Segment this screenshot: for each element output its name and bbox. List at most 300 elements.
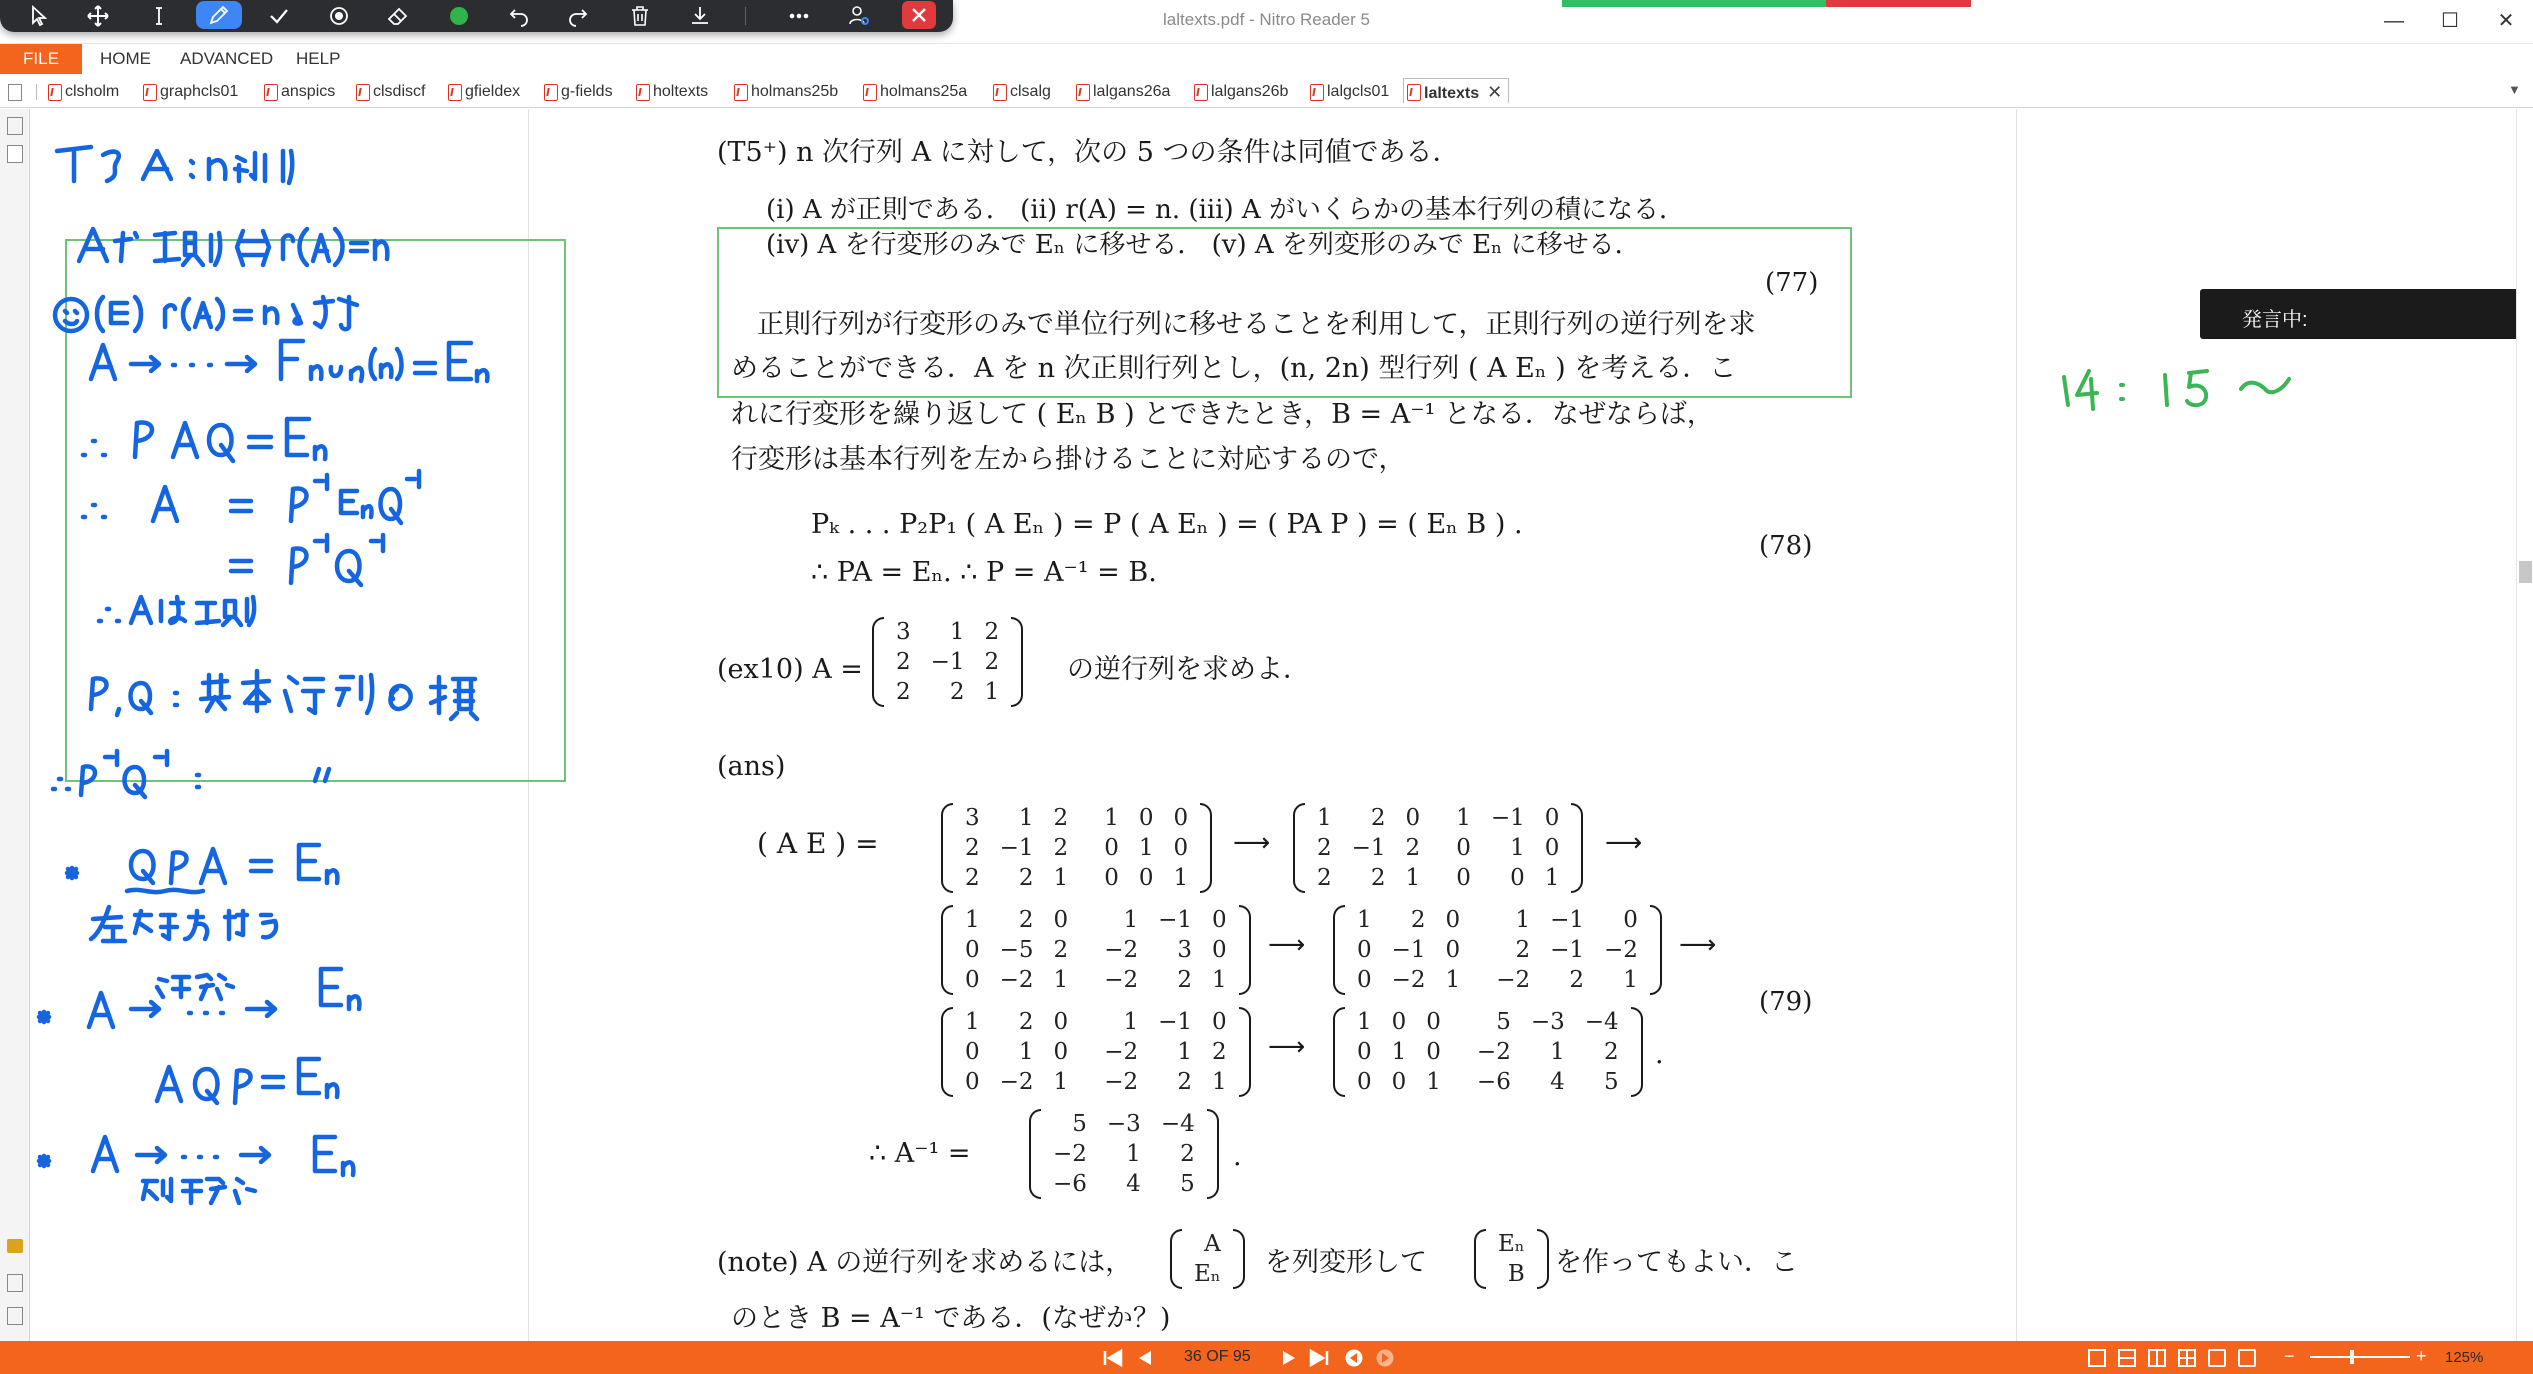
matrix-cell: 2	[984, 619, 1000, 645]
matrix-cell: 1	[1053, 1069, 1069, 1095]
matrix-cell: 0	[1391, 1009, 1407, 1035]
matrix-cell: 3	[896, 619, 911, 645]
zoom-slider-thumb[interactable]	[2350, 1350, 2354, 1364]
tab-document[interactable]	[541, 79, 613, 105]
matrix-row	[1307, 863, 1569, 893]
window-title: laltexts.pdf - Nitro Reader 5	[1163, 10, 1370, 29]
matrix-cell: 1	[1357, 907, 1372, 933]
right-paren	[1207, 1109, 1219, 1199]
scrollbar-thumb[interactable]	[2519, 561, 2532, 583]
tab-label: gfieldex	[465, 83, 521, 100]
arrow-icon: ⟶	[1233, 828, 1271, 858]
matrix-row	[1347, 1037, 1629, 1067]
matrix-cell: 1	[1426, 1069, 1441, 1095]
redo-icon[interactable]	[555, 0, 601, 32]
matrix-cell: −1	[1158, 907, 1192, 933]
matrix-cell: 0	[965, 937, 980, 963]
matrix-cell: −2	[999, 1069, 1034, 1095]
tab-document[interactable]	[353, 79, 425, 105]
matrix-cell: 0	[1445, 907, 1461, 933]
pdf-file-icon	[1407, 84, 1421, 101]
matrix-cell: 1	[1445, 967, 1461, 993]
matrix-cell: 2	[1053, 805, 1069, 831]
attachments-panel-icon[interactable]	[7, 1274, 23, 1292]
matrix-cell: 2	[1212, 1039, 1227, 1065]
maximize-button[interactable]: ☐	[2441, 10, 2459, 32]
matrix-cell: 1	[1456, 805, 1471, 831]
pdf-file-icon	[544, 84, 558, 101]
zoom-in-icon[interactable]: +	[2416, 1346, 2427, 1366]
example-10-prompt: の逆行列を求めよ．	[1067, 654, 1310, 685]
presence-indicator-red	[1826, 0, 1971, 7]
matrix-row	[1347, 1007, 1629, 1037]
left-paren	[1333, 905, 1345, 995]
tab-document[interactable]	[261, 79, 335, 105]
pdf-file-icon	[863, 84, 877, 101]
matrix-cell: 0	[1391, 1069, 1407, 1095]
last-page-icon[interactable]	[1308, 1348, 1330, 1368]
matrix-cell: −2	[1104, 1039, 1139, 1065]
pdf-file-icon	[448, 84, 462, 101]
matrix-cell: 1	[1018, 805, 1034, 831]
equation-number-77: (77)	[1765, 268, 1819, 298]
note-text-mid: を列変形して	[1265, 1247, 1427, 1278]
tab-label: anspics	[281, 83, 336, 100]
previous-view-icon[interactable]	[1343, 1348, 1365, 1368]
matrix-cell: B	[1507, 1261, 1525, 1287]
facing-view-icon[interactable]	[2148, 1349, 2166, 1367]
equation-78-line1: Pₖ . . . P₂P₁ ( A Eₙ ) = P ( A Eₙ ) = ( PA P ) = ( Eₙ B ) .	[811, 509, 1523, 540]
matrix-row	[955, 803, 1198, 833]
matrix-cell: 0	[965, 967, 980, 993]
matrix-cell: 3	[965, 805, 980, 831]
matrix-row	[955, 965, 1237, 995]
matrix-table	[955, 905, 1237, 995]
inverse-matrix	[1029, 1109, 1219, 1199]
matrix-table	[1307, 803, 1569, 893]
matrix-cell: 2	[1177, 1069, 1192, 1095]
right-paren	[1631, 1007, 1643, 1097]
page-view-icon[interactable]	[8, 84, 22, 101]
check-icon[interactable]	[256, 0, 302, 32]
matrix-cell: 0	[965, 1069, 980, 1095]
matrix-table	[886, 617, 1009, 707]
menu-home[interactable]: HOME	[100, 49, 151, 68]
matrix-cell: 0	[1138, 805, 1154, 831]
undo-icon[interactable]	[496, 0, 542, 32]
example-10-label: (ex10) A =	[717, 654, 863, 685]
matrix-cell: 2	[984, 649, 1000, 675]
period-mark: .	[1233, 1141, 1242, 1172]
matrix-cell: 1	[1515, 907, 1531, 933]
matrix-cell: −1	[930, 649, 965, 675]
matrix-cell: −4	[1160, 1111, 1195, 1137]
page-counter[interactable]: 36 OF 95	[1184, 1348, 1251, 1365]
matrix-cell: −2	[1104, 1069, 1139, 1095]
note-vector-a	[1170, 1229, 1245, 1289]
matrix-cell: −1	[1490, 805, 1525, 831]
left-paren	[1474, 1229, 1486, 1289]
matrix-step-5	[941, 1007, 1251, 1097]
period-mark: .	[1655, 1039, 1664, 1070]
tab-label: g-fields	[561, 83, 613, 100]
matrix-row	[1307, 803, 1569, 833]
arrow-icon: ⟶	[1679, 930, 1717, 960]
right-paren	[1650, 905, 1662, 995]
comments-panel-icon[interactable]	[7, 1239, 23, 1253]
tab-label: clsholm	[65, 83, 120, 100]
matrix-cell: 3	[1177, 937, 1192, 963]
matrix-cell: 1	[1623, 967, 1638, 993]
matrix-table	[1347, 905, 1648, 995]
matrix-row	[955, 1037, 1237, 1067]
matrix-cell: 0	[1426, 1009, 1441, 1035]
matrix-cell: 1	[1357, 1009, 1372, 1035]
matrix-row	[1043, 1169, 1205, 1199]
menu-advanced[interactable]: ADVANCED	[180, 49, 274, 68]
matrix-cell: 0	[1212, 1009, 1227, 1035]
matrix-cell: −1	[999, 835, 1034, 861]
matrix-cell: 0	[1510, 865, 1525, 891]
matrix-row	[1347, 905, 1648, 935]
matrix-cell: 2	[1018, 907, 1034, 933]
matrix-cell: −1	[1550, 907, 1584, 933]
matrix-cell: 2	[896, 679, 911, 705]
matrix-cell: −1	[1391, 937, 1426, 963]
matrix-cell: 2	[1317, 865, 1332, 891]
continuous-view-icon[interactable]	[2118, 1349, 2136, 1367]
tab-close-icon[interactable]: ✕	[1487, 82, 1503, 102]
user-settings-icon[interactable]	[836, 0, 882, 32]
matrix-cell: 5	[1496, 1009, 1511, 1035]
pen-icon[interactable]	[196, 1, 242, 29]
pdf-file-icon	[264, 84, 278, 101]
document-viewport[interactable]	[31, 109, 2516, 1341]
matrix-cell: 4	[1550, 1069, 1565, 1095]
matrix-cell: 2	[1405, 835, 1421, 861]
speaking-label: 発言中:	[2242, 309, 2308, 331]
arrow-icon: ⟶	[1268, 1032, 1306, 1062]
matrix-step-1	[941, 803, 1212, 893]
matrix-cell: 0	[1053, 1009, 1069, 1035]
pdf-file-icon	[993, 84, 1007, 101]
note-text-line2: のとき B = A⁻¹ である．(なぜか？)	[731, 1303, 1171, 1334]
matrix-cell: 2	[1604, 1039, 1619, 1065]
matrix-cell: 0	[1053, 907, 1069, 933]
matrix-cell: 1	[1212, 967, 1227, 993]
matrix-table	[955, 1007, 1237, 1097]
matrix-cell: 0	[1456, 865, 1471, 891]
more-icon[interactable]	[776, 0, 822, 32]
matrix-row	[1043, 1139, 1205, 1169]
right-paren	[1233, 1229, 1245, 1289]
matrix-row	[1347, 1067, 1629, 1097]
matrix-cell: 5	[1604, 1069, 1619, 1095]
matrix-row	[955, 1067, 1237, 1097]
save-icon[interactable]	[677, 0, 723, 32]
matrix-cell: 0	[1544, 805, 1560, 831]
handwritten-notes-box	[65, 239, 566, 782]
matrix-row	[1488, 1229, 1535, 1259]
left-paren	[941, 905, 953, 995]
tab-label: holmans25b	[751, 83, 839, 100]
matrix-cell: 2	[896, 649, 911, 675]
matrix-row	[886, 647, 1009, 677]
bookmarks-panel-icon[interactable]	[7, 145, 23, 163]
pdf-file-icon	[48, 84, 62, 101]
matrix-cell: 2	[1018, 1009, 1034, 1035]
previous-page-icon[interactable]	[1134, 1348, 1156, 1368]
pdf-file-icon	[1076, 84, 1090, 101]
matrix-cell: 1	[965, 1009, 980, 1035]
theorem-t5-line1: (i) A が正則である． (ii) r(A) = n. (iii) A がいくらかの基本行列の積になる．	[766, 195, 1685, 225]
minimize-button[interactable]: —	[2384, 10, 2404, 32]
note-text-post: を作ってもよい．こ	[1555, 1247, 1798, 1278]
matrix-cell: 0	[1405, 805, 1421, 831]
left-panel-rail	[0, 109, 30, 1341]
close-window-button[interactable]: ✕	[2497, 10, 2515, 32]
matrix-cell: 0	[1053, 1039, 1069, 1065]
matrix-cell: 2	[1317, 835, 1332, 861]
matrix-cell: 0	[1357, 937, 1372, 963]
matrix-cell: 2	[1569, 967, 1584, 993]
paragraph-line: 行変形は基本行列を左から掛けることに対応するので，	[731, 444, 1406, 475]
matrix-cell: −4	[1584, 1009, 1619, 1035]
equation-78-line2: ∴ PA = Eₙ. ∴ P = A⁻¹ = B.	[811, 557, 1157, 588]
matrix-cell: 1	[1123, 1009, 1139, 1035]
matrix-cell: −2	[1104, 967, 1139, 993]
matrix-cell: 0	[965, 1039, 980, 1065]
right-paren	[1011, 617, 1023, 707]
matrix-row	[1043, 1109, 1205, 1139]
matrix-cell: 0	[1212, 907, 1227, 933]
matrix-step-3	[941, 905, 1251, 995]
matrix-cell: 0	[1173, 805, 1189, 831]
tab-document[interactable]	[445, 79, 520, 105]
matrix-cell: 1	[1123, 907, 1139, 933]
matrix-cell: 2	[1177, 967, 1192, 993]
matrix-cell: −2	[1476, 1039, 1511, 1065]
move-icon[interactable]	[75, 0, 121, 32]
pdf-file-icon	[734, 84, 748, 101]
tab-document[interactable]	[1307, 79, 1389, 105]
matrix-cell: 2	[949, 679, 965, 705]
tab-document[interactable]	[1191, 79, 1288, 105]
tab-document[interactable]	[140, 79, 238, 105]
color-dot-icon[interactable]	[436, 0, 482, 32]
fullscreen-icon[interactable]	[2238, 1349, 2256, 1367]
speaking-indicator-panel	[2200, 289, 2516, 339]
matrix-row	[886, 677, 1009, 707]
inverse-label: ∴ A⁻¹ =	[869, 1138, 971, 1169]
layers-panel-icon[interactable]	[7, 1307, 23, 1325]
matrix-cell: 1	[949, 619, 965, 645]
matrix-cell: 1	[1391, 1039, 1407, 1065]
matrix-cell: 2	[1410, 907, 1426, 933]
left-paren	[1333, 1007, 1345, 1097]
matrix-cell: 0	[1544, 835, 1560, 861]
left-paren	[872, 617, 884, 707]
note-text-pre: (note) A の逆行列を求めるには，	[717, 1247, 1133, 1278]
tab-divider	[36, 84, 37, 100]
right-paren	[1537, 1229, 1549, 1289]
matrix-cell: −5	[999, 937, 1034, 963]
matrix-cell: −2	[1053, 1141, 1087, 1167]
tab-document-active[interactable]	[1403, 78, 1509, 104]
menu-help[interactable]: HELP	[296, 49, 341, 68]
zoom-out-icon[interactable]: −	[2284, 1346, 2295, 1366]
arrow-icon: ⟶	[1268, 930, 1306, 960]
matrix-cell: −2	[1604, 937, 1638, 963]
matrix-table	[955, 803, 1198, 893]
note-vector-b	[1474, 1229, 1549, 1289]
matrix-cell: 1	[1405, 865, 1421, 891]
matrix-cell: 1	[1053, 865, 1069, 891]
matrix-cell: −3	[1530, 1009, 1565, 1035]
matrix-cell: 2	[1180, 1141, 1195, 1167]
select-arrow-icon[interactable]	[16, 0, 62, 32]
matrix-cell: Eₙ	[1194, 1261, 1221, 1287]
matrix-row	[886, 617, 1009, 647]
matrix-cell: −1	[1351, 835, 1386, 861]
first-page-icon[interactable]	[1102, 1348, 1124, 1368]
matrix-cell: 0	[1357, 1039, 1372, 1065]
presence-indicator-green	[1562, 0, 1826, 7]
matrix-row	[1184, 1229, 1231, 1259]
matrix-row	[1347, 965, 1648, 995]
matrix-cell: Eₙ	[1498, 1231, 1525, 1257]
menu-file[interactable]: FILE	[0, 44, 82, 74]
matrix-table	[1488, 1229, 1535, 1289]
pdf-file-icon	[1194, 84, 1208, 101]
matrix-row	[1307, 833, 1569, 863]
tab-overflow-icon[interactable]: ▼	[2508, 82, 2521, 97]
matrix-cell: −6	[1476, 1069, 1511, 1095]
left-paren	[941, 1007, 953, 1097]
matrix-cell: 0	[1357, 967, 1372, 993]
matrix-row	[1488, 1259, 1535, 1289]
tab-label: lalgans26a	[1093, 83, 1171, 100]
matrix-cell: −1	[1158, 1009, 1192, 1035]
menu-bar	[0, 44, 2533, 74]
matrix-cell: 1	[1550, 1039, 1565, 1065]
next-page-icon[interactable]	[1278, 1348, 1300, 1368]
pdf-file-icon	[636, 84, 650, 101]
matrix-cell: 1	[1317, 805, 1332, 831]
matrix-cell: 1	[1177, 1039, 1192, 1065]
matrix-cell: 0	[1104, 835, 1119, 861]
eraser-icon[interactable]	[375, 0, 421, 32]
zoom-level[interactable]: 125%	[2445, 1349, 2484, 1366]
matrix-row	[1184, 1259, 1231, 1289]
pages-panel-icon[interactable]	[7, 117, 23, 135]
tab-label: lalgcls01	[1327, 83, 1390, 100]
tab-label: holmans25a	[880, 83, 968, 100]
matrix-table	[1347, 1007, 1629, 1097]
matrix-row	[955, 1007, 1237, 1037]
tab-document[interactable]	[860, 79, 967, 105]
tab-document[interactable]	[633, 79, 708, 105]
augmented-matrix-label: ( A E ) =	[757, 827, 879, 860]
matrix-step-2	[1293, 803, 1583, 893]
equation-number-78: (78)	[1759, 531, 1813, 561]
status-bar	[0, 1341, 2533, 1374]
toolbar-divider	[745, 7, 746, 25]
pdf-file-icon	[356, 84, 370, 101]
tab-label: clsalg	[1010, 83, 1051, 100]
matrix-cell: 0	[1456, 835, 1471, 861]
tab-label: laltexts	[1424, 85, 1480, 102]
matrix-cell: 1	[1212, 1069, 1227, 1095]
matrix-cell: 1	[1126, 1141, 1141, 1167]
tab-label: clsdiscf	[373, 83, 426, 100]
stamp-icon[interactable]	[316, 0, 362, 32]
matrix-cell: 0	[1357, 1069, 1372, 1095]
left-paren	[1170, 1229, 1182, 1289]
matrix-row	[1347, 935, 1648, 965]
trash-icon[interactable]	[617, 0, 663, 32]
matrix-cell: 1	[1053, 967, 1069, 993]
matrix-cell: 2	[1370, 805, 1386, 831]
right-paren	[1239, 1007, 1251, 1097]
matrix-cell: −2	[1104, 937, 1139, 963]
matrix-table	[1043, 1109, 1205, 1199]
text-cursor-icon[interactable]	[136, 0, 182, 32]
matrix-step-6	[1333, 1007, 1643, 1097]
left-paren	[941, 803, 953, 893]
tab-document[interactable]	[990, 79, 1051, 105]
matrix-row	[955, 935, 1237, 965]
matrix-cell: 0	[1104, 865, 1119, 891]
paragraph-line: れに行変形を繰り返して ( Eₙ B ) とできたとき，B = A⁻¹ となる．なぜならば，	[731, 399, 1714, 430]
matrix-cell: 1	[1544, 865, 1560, 891]
tab-document[interactable]	[45, 79, 119, 105]
pen-toolbar	[0, 0, 953, 32]
matrix-cell: 5	[1072, 1111, 1087, 1137]
reading-mode-icon[interactable]	[2208, 1349, 2226, 1367]
matrix-cell: −1	[1550, 937, 1584, 963]
theorem-t5-heading: (T5⁺) n 次行列 A に対して，次の 5 つの条件は同値である．	[717, 137, 1460, 168]
tab-document[interactable]	[731, 79, 838, 105]
matrix-cell: 0	[1623, 907, 1638, 933]
matrix-cell: 0	[1173, 835, 1189, 861]
close-toolbar-icon[interactable]	[902, 1, 936, 29]
paragraph-line: めることができる．A を n 次正則行列とし，(n, 2n) 型行列 ( A Eₙ ) を考える．こ	[731, 353, 1737, 384]
matrix-cell: 0	[1212, 937, 1227, 963]
vertical-scrollbar[interactable]	[2516, 109, 2533, 1341]
zoom-slider[interactable]	[2310, 1356, 2410, 1358]
right-paren	[1571, 803, 1583, 893]
tab-label: holtexts	[653, 83, 709, 100]
pdf-file-icon	[143, 84, 157, 101]
facing-continuous-view-icon[interactable]	[2178, 1349, 2196, 1367]
pdf-file-icon	[1310, 84, 1324, 101]
tab-label: graphcls01	[160, 83, 239, 100]
matrix-table	[1184, 1229, 1231, 1289]
matrix-cell: −2	[1496, 967, 1531, 993]
matrix-cell: −6	[1053, 1171, 1087, 1197]
matrix-cell: 2	[1053, 835, 1069, 861]
matrix-cell: 2	[1370, 865, 1386, 891]
matrix-step-4	[1333, 905, 1662, 995]
matrix-cell: 5	[1180, 1171, 1195, 1197]
matrix-cell: 1	[1138, 835, 1154, 861]
matrix-row	[955, 863, 1198, 893]
single-page-view-icon[interactable]	[2088, 1349, 2106, 1367]
tab-document[interactable]	[1073, 79, 1170, 105]
next-view-icon[interactable]	[1374, 1348, 1396, 1368]
matrix-cell: A	[1204, 1231, 1221, 1257]
